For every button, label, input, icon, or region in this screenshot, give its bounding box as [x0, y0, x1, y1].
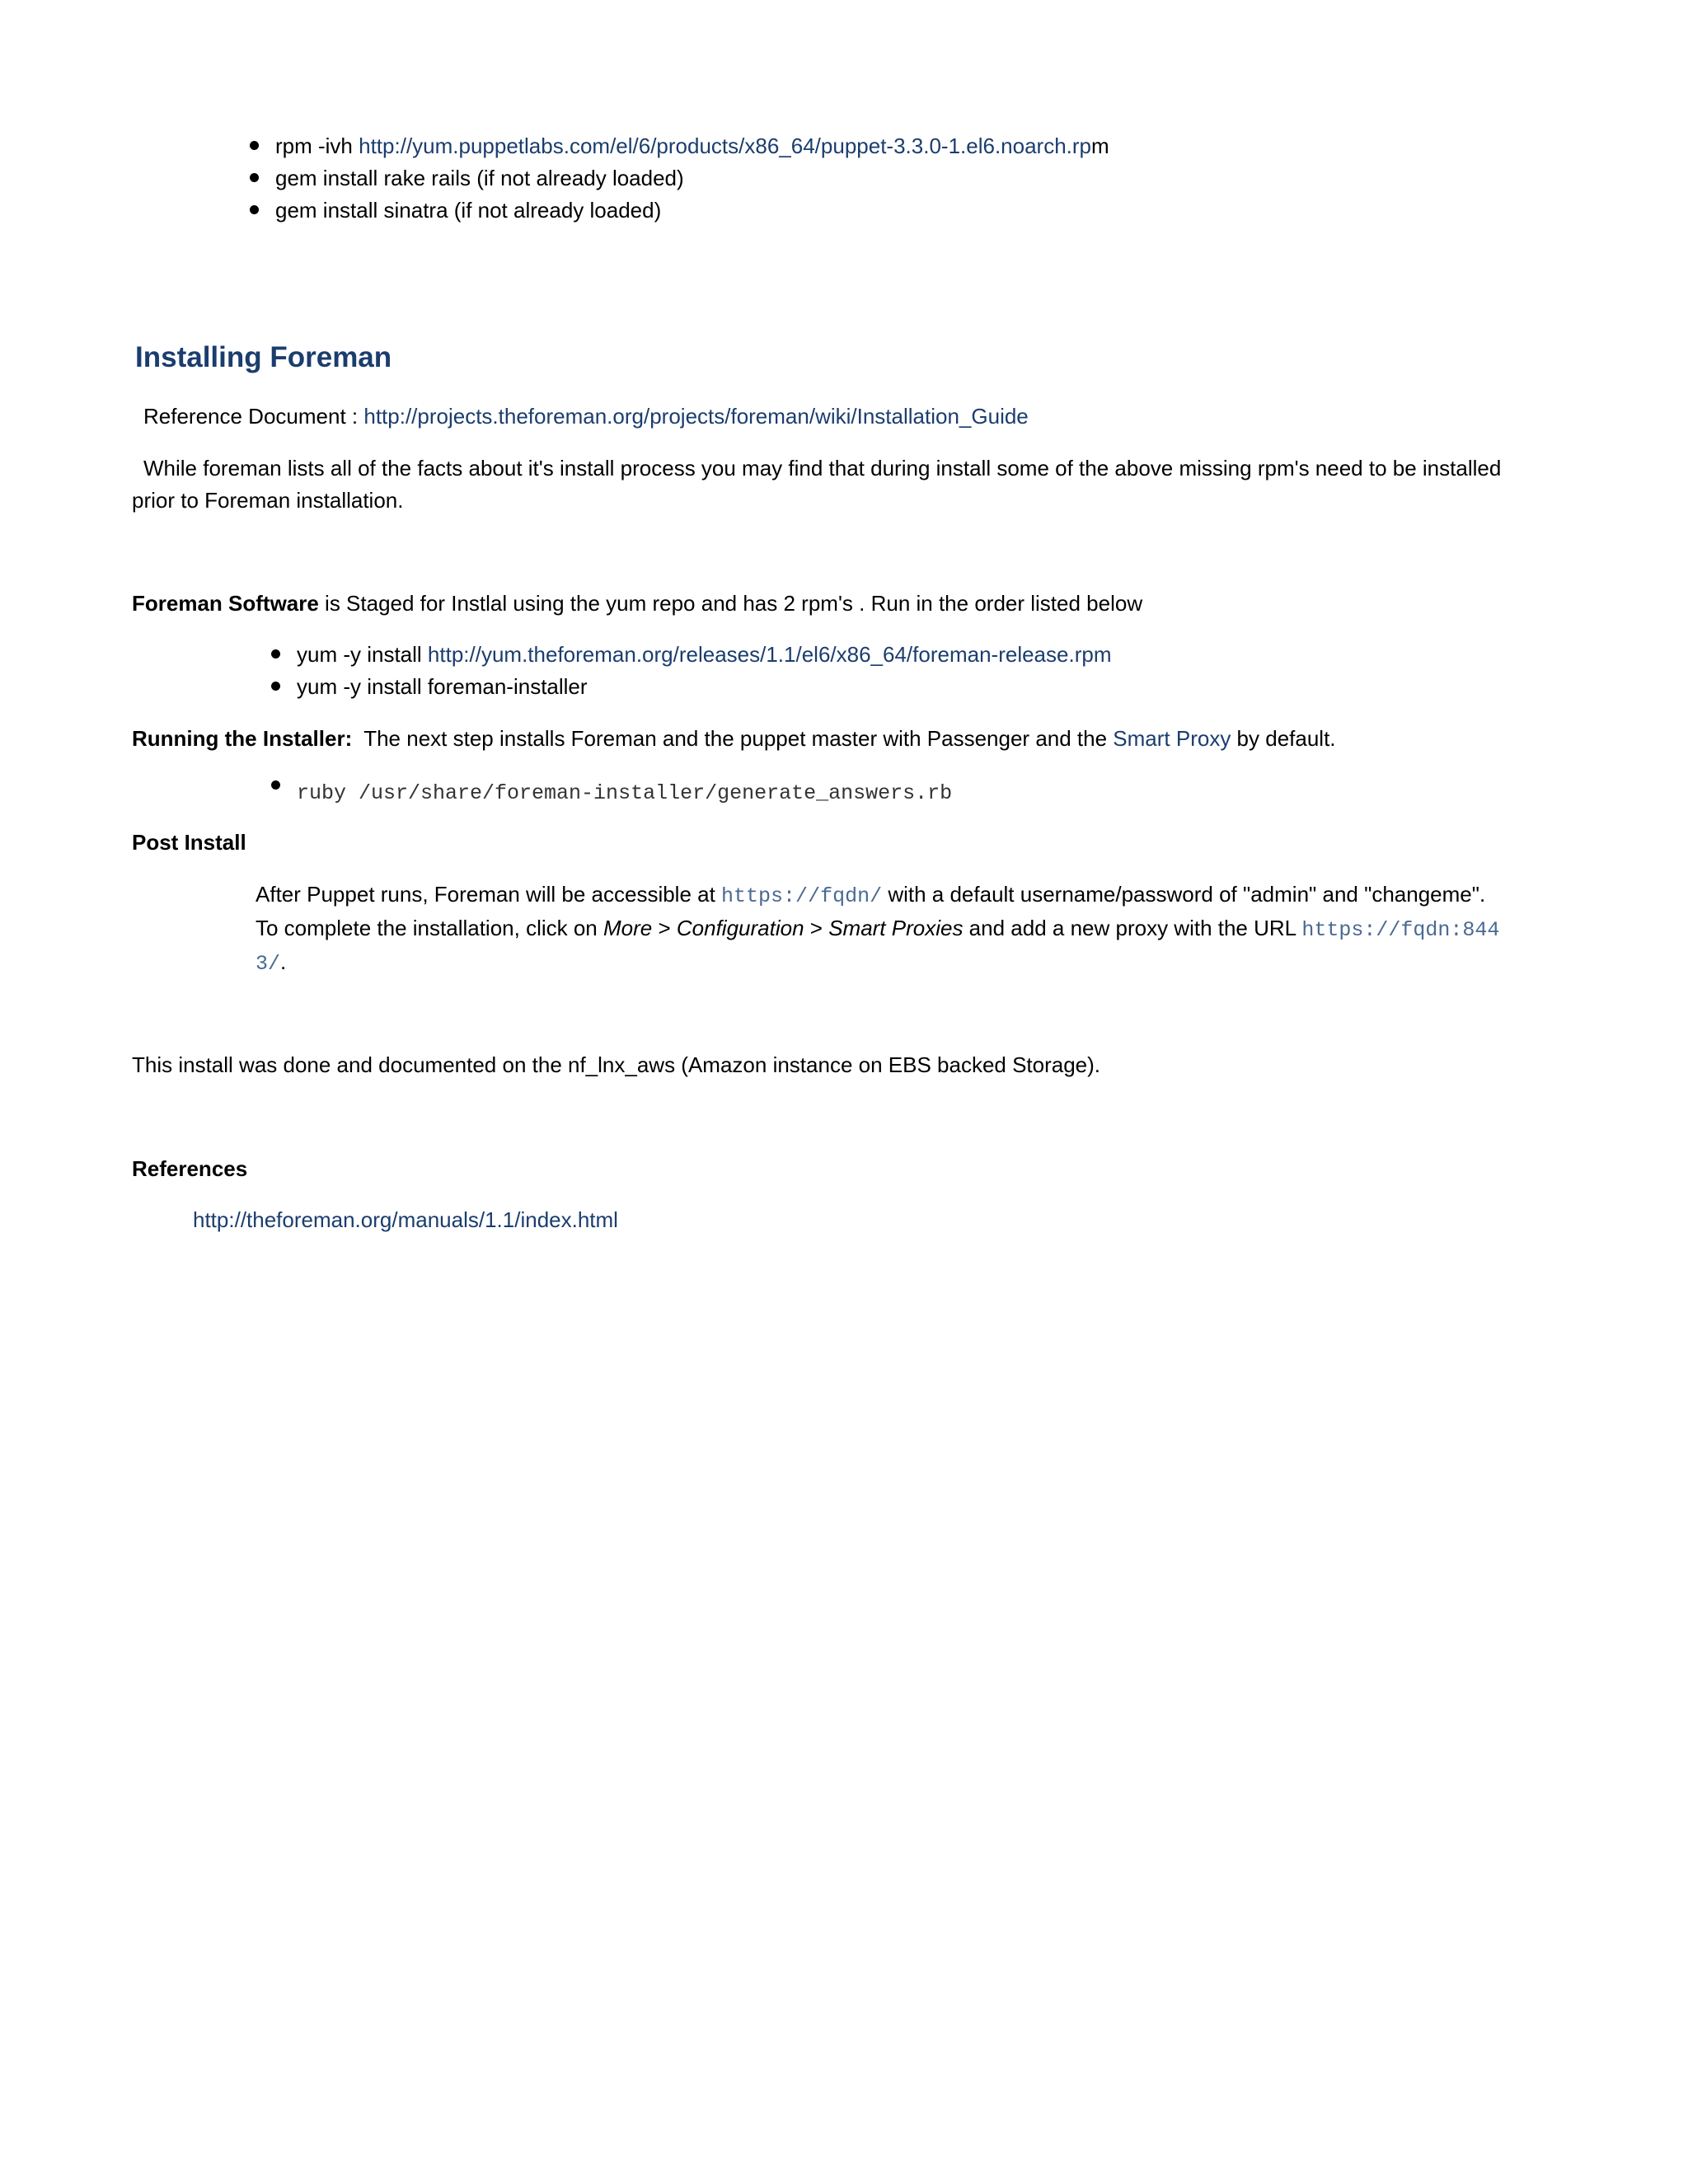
- bullet-icon: [250, 173, 259, 182]
- prereq-list: [275, 130, 1109, 227]
- list-item: gem install rake rails (if not already loaded): [275, 162, 1109, 194]
- post-install-text: After Puppet runs, Foreman will be accessible at https://fqdn/ with a default username/password of "admin" and "changeme". To complete the installation, click on More > Configuration > Smart Proxies and add a new proxy with the URL https://fqdn:844 3/.: [256, 882, 1500, 976]
- proxy-url-continued: 3/: [256, 952, 281, 976]
- references-line: [193, 1204, 618, 1236]
- generate-answers-command: ruby /usr/share/foreman-installer/generate_answers.rb: [297, 781, 953, 805]
- fqdn-url: https://fqdn/: [721, 884, 883, 908]
- list-item: yum -y install foreman-installer: [297, 671, 1111, 703]
- puppet-rpm-link[interactable]: http://yum.puppetlabs.com/el/6/products/x86_64/puppet-3.3.0-1.el6.noarch.rp: [359, 134, 1092, 158]
- software-list: [297, 639, 1111, 703]
- bullet-icon: [271, 682, 280, 691]
- installation-guide-link[interactable]: http://projects.theforeman.org/projects/foreman/wiki/Installation_Guide: [363, 404, 1029, 429]
- list-item: gem install sinatra (if not already loaded): [275, 194, 1109, 227]
- reference-line: Reference Document : http://projects.theforeman.org/projects/foreman/wiki/Installation_Guide: [143, 404, 1029, 429]
- proxy-url: https://fqdn:844: [1301, 918, 1500, 942]
- install-note: This install was done and documented on the nf_lnx_aws (Amazon instance on EBS backed Storage).: [132, 1052, 1101, 1077]
- bullet-icon: [271, 649, 280, 658]
- section-heading: Installing Foreman: [135, 341, 392, 373]
- software-line: Foreman Software is Staged for Instlal using the yum repo and has 2 rpm's . Run in the order listed below: [132, 591, 1143, 616]
- list-item: [297, 776, 952, 808]
- foreman-manual-link[interactable]: http://theforeman.org/manuals/1.1/index.html: [193, 1207, 618, 1232]
- references-title: References: [132, 1156, 248, 1181]
- foreman-release-rpm-link[interactable]: http://yum.theforeman.org/releases/1.1/el6/x86_64/foreman-release.rpm: [427, 642, 1112, 667]
- bullet-icon: [250, 141, 259, 150]
- list-item: yum -y install http://yum.theforeman.org/releases/1.1/el6/x86_64/foreman-release.rpm: [297, 639, 1111, 671]
- bullet-icon: [271, 780, 280, 790]
- intro-paragraph: While foreman lists all of the facts about it's install process you may find that during install some of the above missing rpm's need to be installed prior to Foreman installation.: [132, 456, 1502, 513]
- installer-line: Running the Installer: The next step installs Foreman and the puppet master with Passenger and the Smart Proxy by default.: [132, 726, 1336, 751]
- smart-proxy-link[interactable]: Smart Proxy: [1113, 726, 1231, 751]
- post-install-title: Post Install: [132, 830, 246, 855]
- command-list: [297, 776, 952, 808]
- bullet-icon: [250, 205, 259, 214]
- list-item: rpm -ivh http://yum.puppetlabs.com/el/6/products/x86_64/puppet-3.3.0-1.el6.noarch.rpm: [275, 130, 1109, 162]
